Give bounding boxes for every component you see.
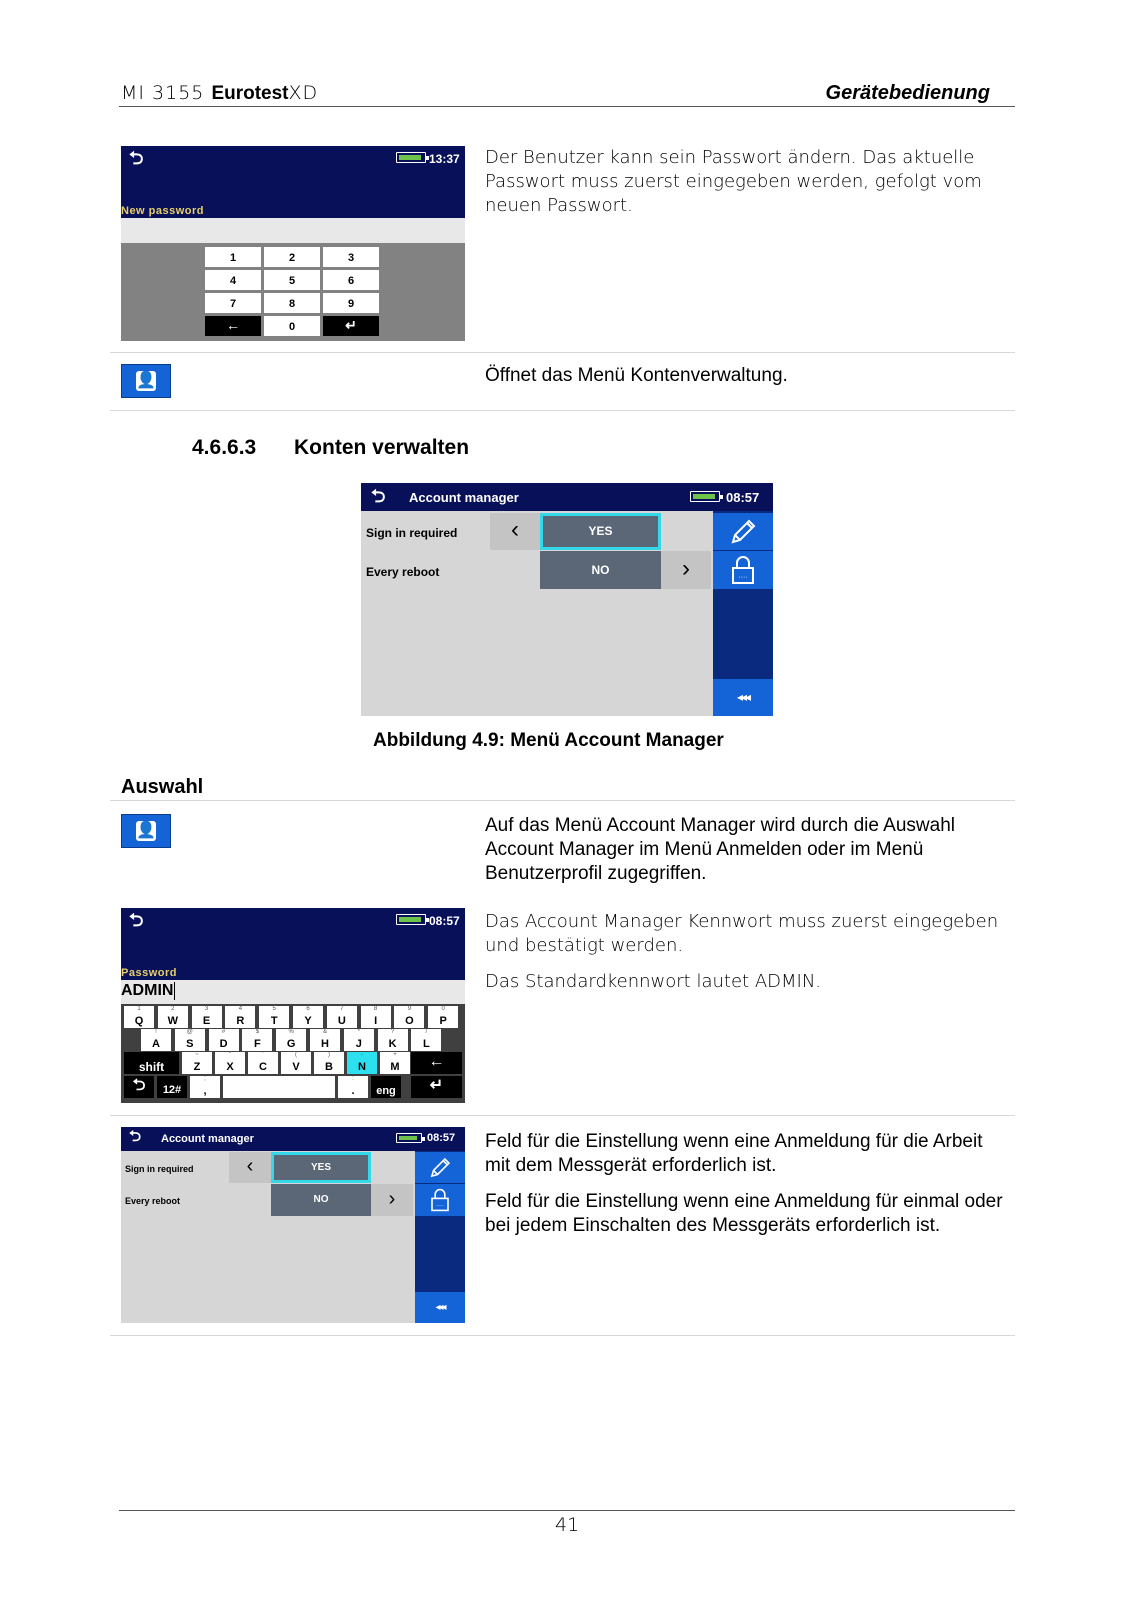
key-m[interactable]: + M (380, 1052, 410, 1074)
lock-icon[interactable] (713, 551, 773, 589)
key-w[interactable]: 2 W (158, 1006, 188, 1028)
svg-text:····: ···· (738, 574, 748, 581)
arrow-right-icon[interactable]: › (661, 551, 711, 589)
dot-key[interactable]: : . (338, 1076, 368, 1098)
key-k[interactable]: ? K (378, 1029, 408, 1051)
clock: 08:57 (429, 914, 460, 928)
key-0[interactable]: 0 (264, 316, 320, 336)
symbols-key[interactable]: 12# (157, 1076, 187, 1098)
enter-key[interactable]: ↵ (411, 1076, 462, 1098)
key-6[interactable]: 6 (323, 270, 379, 290)
back-icon[interactable]: ⮌ (371, 486, 386, 506)
table-rule (110, 410, 1015, 411)
every-reboot-value[interactable]: NO (540, 551, 661, 589)
comma-key[interactable]: ; , (190, 1076, 220, 1098)
key-2[interactable]: 2 (264, 247, 320, 267)
key-h[interactable]: & H (310, 1029, 340, 1051)
every-reboot-label: Every reboot (366, 565, 440, 579)
key-u[interactable]: 7 U (327, 1006, 357, 1028)
section-number: 4.6.6.3 (192, 436, 257, 459)
header-rule (119, 106, 1015, 107)
table-rule (110, 1335, 1015, 1336)
key-s[interactable]: @ S (175, 1029, 205, 1051)
key-b[interactable]: ) B (314, 1052, 344, 1074)
field-label: Password (121, 967, 177, 979)
key-f[interactable]: $ F (242, 1029, 272, 1051)
table-rule (110, 352, 1015, 353)
key-l[interactable]: / L (411, 1029, 441, 1051)
shift-key[interactable]: shift (124, 1052, 179, 1074)
footer-rule (119, 1510, 1015, 1511)
status-bar (121, 146, 465, 218)
header-product: MI 3155 EurotestXD (121, 82, 319, 104)
lock-icon[interactable] (415, 1184, 465, 1216)
sign-in-label: Sign in required (366, 526, 458, 540)
key-z[interactable]: ~ Z (182, 1052, 212, 1074)
battery-icon (396, 1133, 422, 1143)
new-password-screen (121, 146, 465, 341)
sign-in-value[interactable]: YES (540, 513, 661, 550)
key-v[interactable]: ( V (281, 1052, 311, 1074)
backspace-key[interactable]: ← (411, 1052, 462, 1074)
more-icon[interactable]: ◂◂◂ (415, 1292, 465, 1323)
key-4[interactable]: 4 (205, 270, 261, 290)
key-8[interactable]: 8 (264, 293, 320, 313)
auswahl-text: Auf das Menü Account Manager wird durch die Auswahl Account Manager im Menü Anmelden oder im Menü Benutzerprofil zugegriffen. (485, 815, 955, 884)
account-manager-icon: 👤 (121, 364, 171, 398)
key-d[interactable]: # D (209, 1029, 239, 1051)
auswahl-title: Auswahl (121, 776, 204, 798)
numeric-keypad (205, 247, 379, 336)
password-input[interactable]: ADMIN (121, 982, 174, 999)
title-bar (121, 1127, 465, 1151)
key-a[interactable]: ! A (141, 1029, 171, 1051)
row4-text-2: Das Standardkennwort lautet ADMIN. (485, 971, 822, 992)
password-screen (121, 908, 465, 1103)
key-i[interactable]: 8 I (361, 1006, 391, 1028)
key-c[interactable]: ' C (248, 1052, 278, 1074)
edit-icon[interactable] (713, 513, 773, 550)
screen-title: Account manager (409, 490, 519, 505)
password-input[interactable] (121, 218, 465, 243)
back-icon[interactable]: ⮌ (129, 1128, 142, 1145)
account-manager-screen (361, 483, 773, 716)
key-o[interactable]: 9 O (394, 1006, 424, 1028)
header-section: Gerätebedienung (825, 82, 990, 104)
language-key[interactable]: eng (371, 1076, 401, 1098)
key-g[interactable]: % G (276, 1029, 306, 1051)
key-x[interactable]: " X (215, 1052, 245, 1074)
battery-icon (396, 914, 426, 925)
backspace-key[interactable]: ← (205, 316, 261, 336)
key-1[interactable]: 1 (205, 247, 261, 267)
arrow-left-icon[interactable]: ‹ (229, 1152, 271, 1183)
sign-in-label: Sign in required (125, 1164, 194, 1174)
screen-title: Account manager (161, 1133, 254, 1145)
key-3[interactable]: 3 (323, 247, 379, 267)
key-y[interactable]: 6 Y (293, 1006, 323, 1028)
row5-text-2: Feld für die Einstellung wenn eine Anmeldung für einmal oder bei jedem Einschalten des Messgeräts erforderlich ist. (485, 1191, 1003, 1236)
row1-text: Der Benutzer kann sein Passwort ändern. Das aktuelle Passwort muss zuerst eingegeben werden, gefolgt vom neuen Passwort. (485, 147, 982, 216)
field-label: New password (121, 205, 205, 217)
table-rule (110, 800, 1015, 801)
svg-text:····: ···· (436, 1203, 444, 1210)
every-reboot-label: Every reboot (125, 1196, 181, 1206)
key-r[interactable]: 4 R (225, 1006, 255, 1028)
account-manager-icon: 👤 (121, 814, 171, 848)
page-number: 41 (555, 1514, 580, 1536)
key-5[interactable]: 5 (264, 270, 320, 290)
key-j[interactable]: * J (344, 1029, 374, 1051)
key-9[interactable]: 9 (323, 293, 379, 313)
section-title: Konten verwalten (294, 436, 470, 459)
back-icon[interactable]: ⮌ (129, 910, 144, 930)
arrow-right-icon[interactable]: › (371, 1184, 413, 1216)
more-icon[interactable]: ◂◂◂ (713, 679, 773, 716)
qwerty-keyboard (121, 1004, 465, 1103)
back-icon[interactable]: ⮌ (129, 148, 144, 168)
key-q[interactable]: 1 Q (124, 1006, 154, 1028)
exit-icon[interactable]: ⮌ (124, 1076, 154, 1098)
every-reboot-value[interactable]: NO (271, 1184, 371, 1216)
status-bar (121, 908, 465, 980)
battery-icon (396, 152, 426, 163)
row2-text: Öffnet das Menü Kontenverwaltung. (485, 365, 788, 386)
key-e[interactable]: 3 E (192, 1006, 222, 1028)
key-t[interactable]: 5 T (259, 1006, 289, 1028)
battery-icon (690, 491, 720, 502)
clock: 08:57 (726, 490, 760, 505)
table-rule (110, 1115, 1015, 1116)
row5-text-1: Feld für die Einstellung wenn eine Anmeldung für die Arbeit mit dem Messgerät erforderlich ist. (485, 1131, 983, 1176)
account-manager-screen-small (121, 1127, 465, 1323)
edit-icon[interactable] (415, 1152, 465, 1183)
clock: 13:37 (429, 152, 460, 166)
key-p[interactable]: 0 P (428, 1006, 458, 1028)
space-key[interactable] (223, 1076, 335, 1098)
figure-caption: Abbildung 4.9: Menü Account Manager (373, 730, 724, 751)
row4-text-1: Das Account Manager Kennwort muss zuerst eingegeben und bestätigt werden. (485, 911, 999, 956)
title-bar (361, 483, 773, 511)
key-7[interactable]: 7 (205, 293, 261, 313)
enter-key[interactable]: ↵ (323, 316, 379, 336)
clock: 08:57 (427, 1132, 456, 1144)
sign-in-value[interactable]: YES (271, 1152, 371, 1183)
arrow-left-icon[interactable]: ‹ (490, 513, 540, 550)
key-n[interactable]: - N (347, 1052, 377, 1074)
